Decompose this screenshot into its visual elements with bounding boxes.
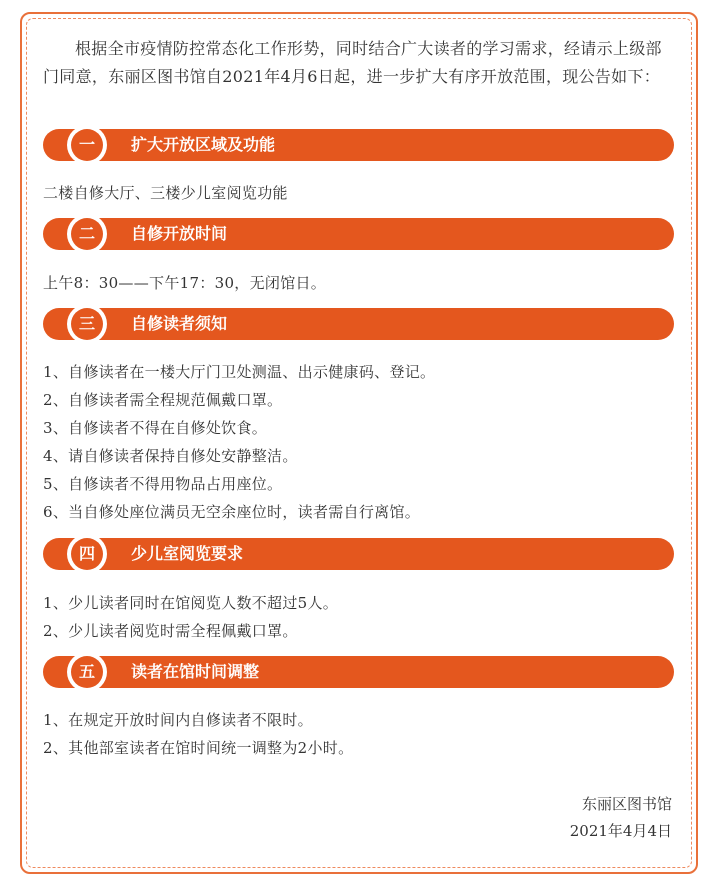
section-3-item: 2、自修读者需全程规范佩戴口罩。 <box>43 391 283 409</box>
section-title: 自修读者须知 <box>131 314 228 333</box>
section-3-item: 1、自修读者在一楼大厅门卫处测温、出示健康码、登记。 <box>43 363 436 381</box>
section-number-badge <box>67 125 107 165</box>
section-header-5 <box>43 656 674 688</box>
section-number-badge <box>67 304 107 344</box>
section-number-badge <box>67 214 107 254</box>
section-title: 扩大开放区域及功能 <box>131 135 276 154</box>
section-4-item: 2、少儿读者阅览时需全程佩戴口罩。 <box>43 622 298 640</box>
section-header-4 <box>43 538 674 570</box>
signature-org: 东丽区图书馆 <box>581 795 672 813</box>
section-number-badge <box>67 534 107 574</box>
section-5-item: 2、其他部室读者在馆时间统一调整为2小时。 <box>43 739 354 757</box>
section-number-badge <box>67 652 107 692</box>
section-title: 自修开放时间 <box>131 224 228 243</box>
section-number: 三 <box>71 308 103 340</box>
section-title: 读者在馆时间调整 <box>131 662 260 681</box>
section-2-line: 上午8：30——下午17：30，无闭馆日。 <box>43 274 327 292</box>
signature-date: 2021年4月4日 <box>569 822 672 840</box>
section-title: 少儿室阅览要求 <box>131 544 244 563</box>
section-3-item: 6、当自修处座位满员无空余座位时，读者需自行离馆。 <box>43 503 421 521</box>
section-header-1 <box>43 129 674 161</box>
section-3-item: 5、自修读者不得用物品占用座位。 <box>43 475 283 493</box>
section-3-item: 3、自修读者不得在自修处饮食。 <box>43 419 268 437</box>
section-5-item: 1、在规定开放时间内自修读者不限时。 <box>43 711 313 729</box>
section-3-item: 4、请自修读者保持自修处安静整洁。 <box>43 447 298 465</box>
intro-paragraph: 根据全市疫情防控常态化工作形势，同时结合广大读者的学习需求，经请示上级部门同意，东丽区图书馆自2021年4月6日起，进一步扩大有序开放范围，现公告如下： <box>43 39 662 86</box>
section-header-3 <box>43 308 674 340</box>
section-1-line: 二楼自修大厅、三楼少儿室阅览功能 <box>43 184 288 202</box>
section-number: 二 <box>71 218 103 250</box>
section-4-item: 1、少儿读者同时在馆阅览人数不超过5人。 <box>43 594 339 612</box>
section-number: 四 <box>71 538 103 570</box>
section-number: 一 <box>71 129 103 161</box>
section-number: 五 <box>71 656 103 688</box>
section-header-2 <box>43 218 674 250</box>
